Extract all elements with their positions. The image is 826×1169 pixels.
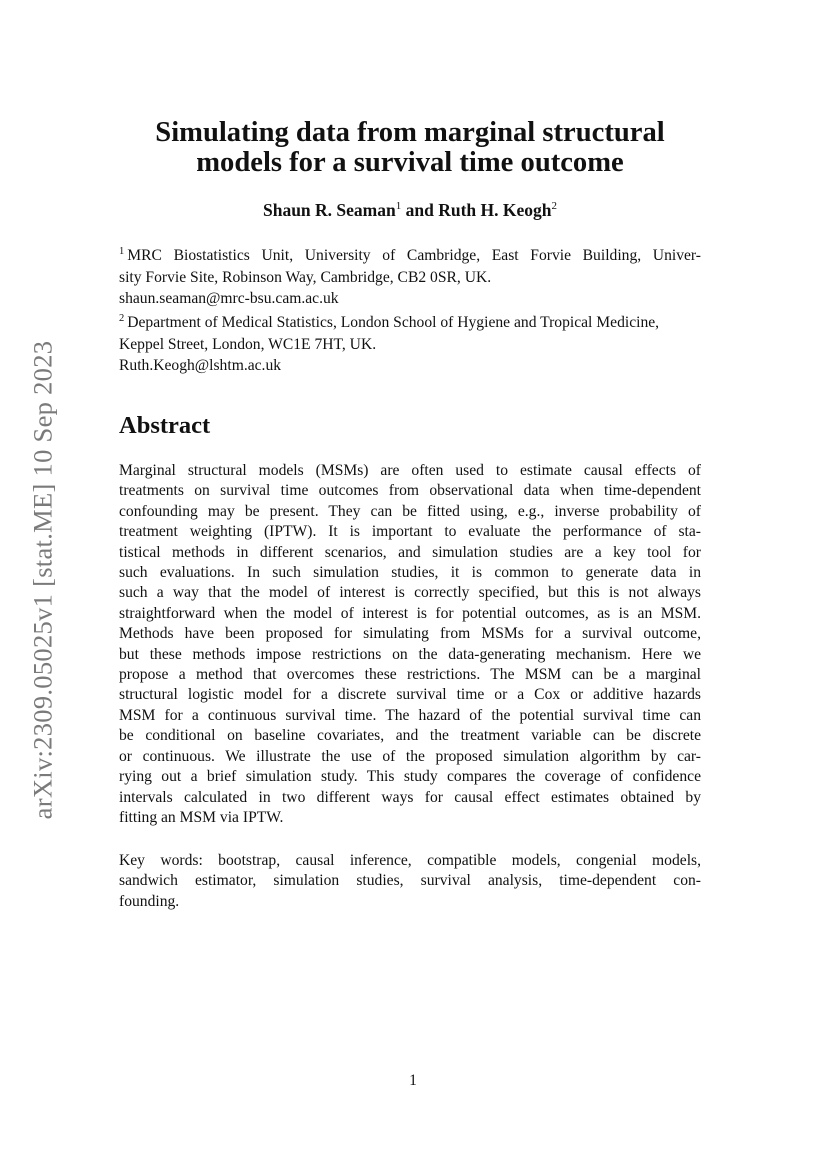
abstract-line: treatments on survival time outcomes from observational data when time-dependent [119,482,701,500]
affiliation-2 [119,312,701,377]
affiliation-1-line-2: sity Forvie Site, Robinson Way, Cambridge, CB2 0SR, UK. [119,268,492,286]
abstract-line: tistical methods in different scenarios, and simulation studies are a key tool for [119,543,701,561]
author-list [119,199,701,221]
abstract-line: propose a method that overcomes these restrictions. The MSM can be a marginal [119,666,701,684]
abstract-heading: Abstract [119,412,211,439]
affiliation-2-email: Ruth.Keogh@lshtm.ac.uk [119,357,282,374]
abstract-line: such a way that the model of interest is correctly specified, but this is not always [119,584,701,602]
abstract-line: structural logistic model for a discrete survival time or a Cox or additive hazards [119,686,701,704]
abstract-line: fitting an MSM via IPTW. [119,808,284,826]
author-name-1: Shaun R. Seaman [262,200,396,220]
abstract-line: confounding may be present. They can be fitted using, e.g., inverse probability of [119,502,701,520]
abstract-body [119,461,701,828]
title-line-1: Simulating data from marginal structural [155,117,665,148]
abstract-line: or continuous. We illustrate the use of the proposed simulation algorithm by car- [119,747,701,765]
abstract-line: intervals calculated in two different ways for causal effect estimates obtained by [119,788,701,806]
keywords-line: founding. [119,892,180,910]
abstract-line: MSM for a continuous survival time. The hazard of the potential survival time can [119,706,701,724]
affiliation-2-mark: 2 [119,313,125,324]
page-number: 1 [409,1072,417,1089]
abstract-line: Marginal structural models (MSMs) are often used to estimate causal effects of [119,462,701,479]
keywords-line: sandwich estimator, simulation studies, survival analysis, time-dependent con- [119,872,701,890]
author-affiliation-mark-1: 1 [395,200,402,212]
abstract-line: such evaluations. In such simulation studies, it is common to generate data in [119,564,701,582]
title-line-2: models for a survival time outcome [196,147,624,178]
keywords-line: Key words: bootstrap, causal inference, compatible models, congenial models, [119,852,701,869]
arxiv-identifier-stamp: arXiv:2309.05025v1 [stat.ME] 10 Sep 2023 [27,340,58,820]
abstract-line: straightforward when the model of interest is for potential outcomes, as is an MSM. [119,604,701,622]
author-conjunction: and [405,200,434,220]
abstract-line: rying out a brief simulation study. This study compares the coverage of confidence [119,768,701,786]
affiliation-1-text: MRC Biostatistics Unit, University of Cambridge, East Forvie Building, Univer- [127,247,701,264]
paper-title [119,118,701,178]
affiliation-1-email: shaun.seaman@mrc-bsu.cam.ac.uk [119,290,339,307]
affiliation-1 [119,245,701,310]
affiliation-2-text: Department of Medical Statistics, London School of Hygiene and Tropical Medicine, [127,314,660,331]
abstract-line: but these methods impose restrictions on the data-generating mechanism. Here we [119,645,701,663]
affiliation-1-mark: 1 [119,246,125,257]
abstract-line: treatment weighting (IPTW). It is important to evaluate the performance of sta- [119,523,701,541]
abstract-line: be conditional on baseline covariates, and the treatment variable can be discrete [119,727,701,745]
author-affiliation-mark-2: 2 [551,200,557,212]
affiliation-1-line-1 [119,245,701,267]
affiliation-2-line-2: Keppel Street, London, WC1E 7HT, UK. [119,335,377,353]
abstract-line: Methods have been proposed for simulating from MSMs for a survival outcome, [119,625,701,643]
affiliation-2-line-1 [119,312,701,334]
author-name-2: Ruth H. Keogh [438,200,552,220]
keywords [119,851,701,912]
